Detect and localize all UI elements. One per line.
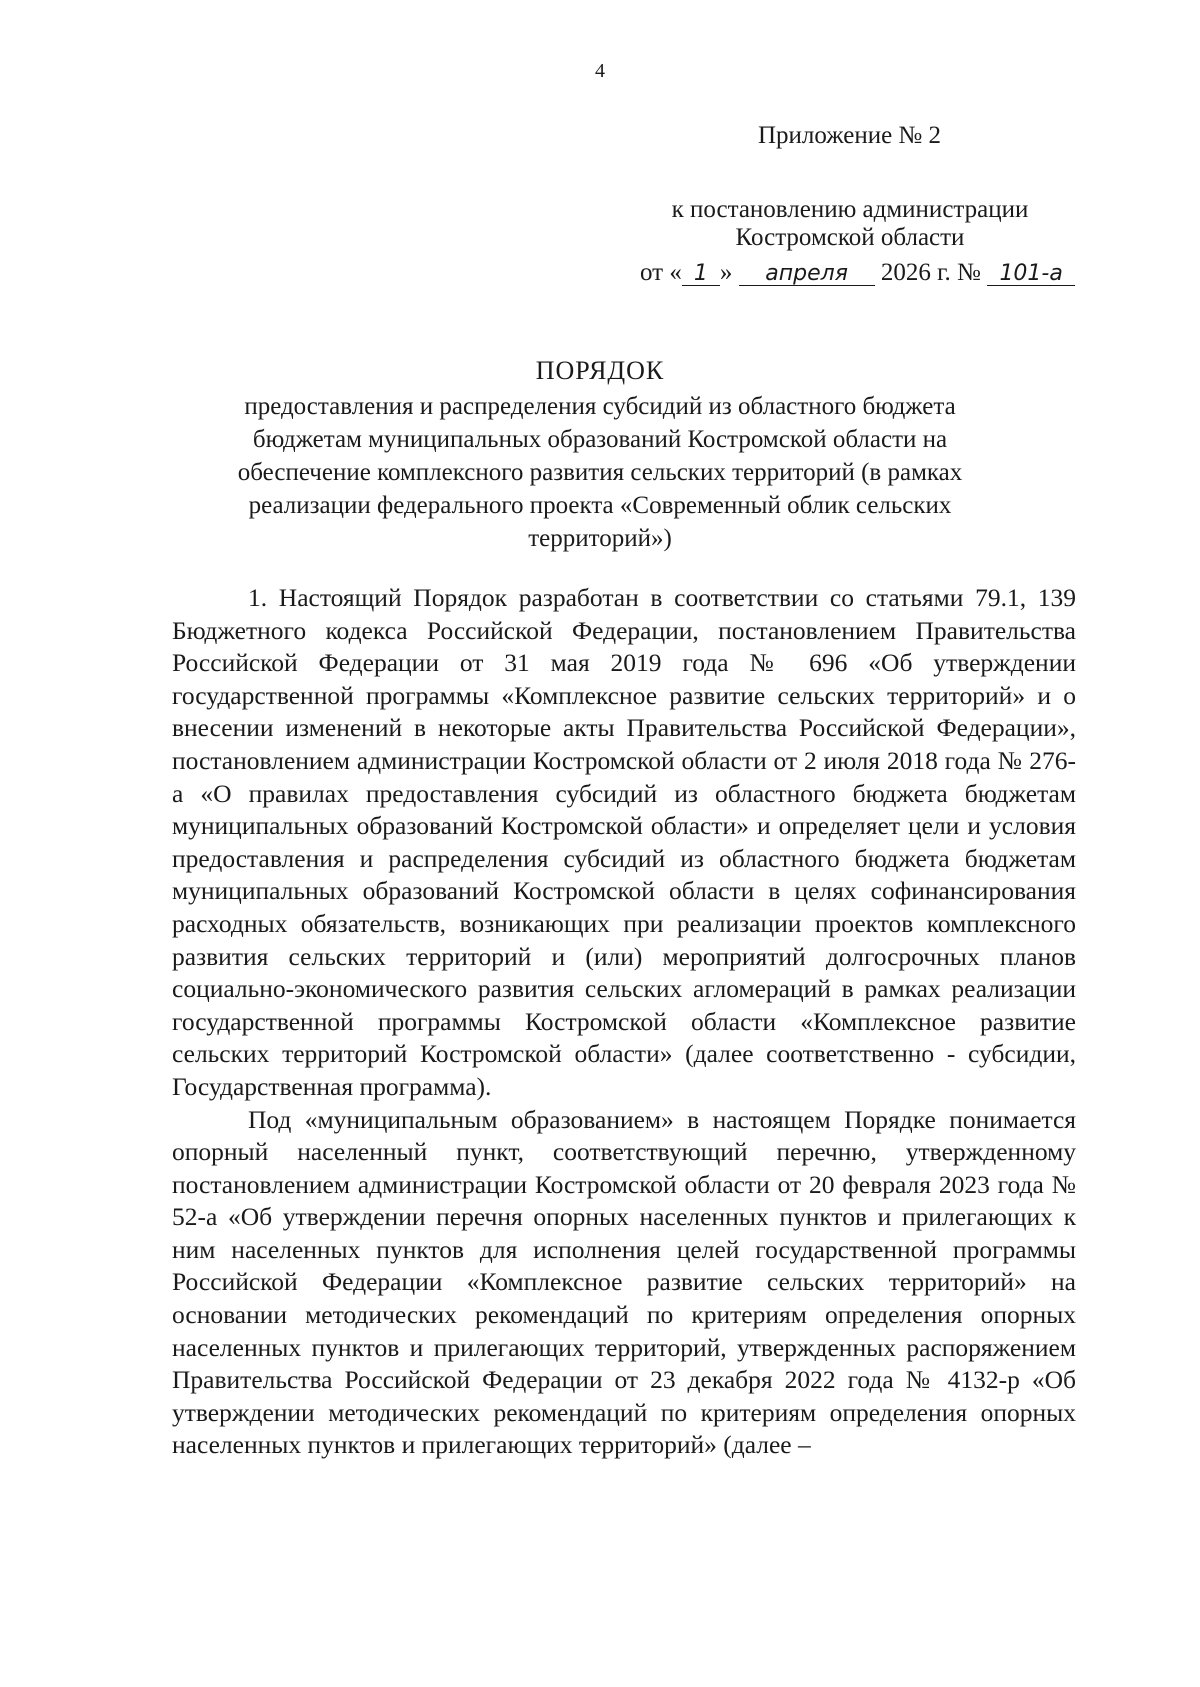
- handwritten-month: апреля: [739, 263, 875, 286]
- decree-reference: [640, 196, 1060, 252]
- document-subtitle: предоставления и распределения субсидий из областного бюджета бюджетам муниципальных образований Костромской области на обеспечение комплексного развития сельских территорий (в рамках реализации федерального проекта «Современный облик сельских территорий»): [237, 393, 963, 552]
- paragraph-2: Под «муниципальным образованием» в настоящем Порядке понимается опорный населенный пункт, соответствующий перечню, утвержденному постановлением администрации Костромской области от 20 февраля 2023 года № 52-а «Об утверждении перечня опорных населенных пунктов и прилегающих к ним населенных пунктов для исполнения целей государственной программы Российской Федерации «Комплексное развитие сельских территорий» на основании методических рекомендаций по критериям определения опорных населенных пунктов и прилегающих территорий, утвержденных распоряжением Правительства Российской Федерации от 23 декабря 2022 года № 4132-р «Об утверждении методических рекомендаций по критериям определения опорных населенных пунктов и прилегающих территорий» (далее –: [172, 1104, 1076, 1460]
- date-mid: »: [719, 259, 733, 286]
- page-number: 4: [595, 60, 605, 82]
- decree-date-line: [640, 258, 1120, 288]
- paragraph-1: 1. Настоящий Порядок разработан в соответствии со статьями 79.1, 139 Бюджетного кодекса Российской Федерации, постановлением Правительства Российской Федерации от 31 мая 2019 года № 696 «Об утверждении государственной программы «Комплексное развитие сельских территорий» и о внесении изменений в некоторые акты Правительства Российской Федерации», постановлением администрации Костромской области от 2 июля 2018 года № 276-а «О правилах предоставления субсидий из областного бюджета бюджетам муниципальных образований Костромской области» и определяет цели и условия предоставления и распределения субсидий из областного бюджета бюджетам муниципальных образований Костромской области в целях софинансирования расходных обязательств, возникающих при реализации проектов комплексного развития сельских территорий и (или) мероприятий долгосрочных планов социально-экономического развития сельских агломераций в рамках реализации государственной программы Костромской области «Комплексное развитие сельских территорий Костромской области» (далее соответственно - субсидии, Государственная программа).: [172, 583, 1076, 1101]
- handwritten-day: 1: [682, 263, 720, 286]
- date-prefix: от «: [640, 259, 682, 286]
- document-title: ПОРЯДОК: [535, 356, 665, 385]
- decree-line-1: к постановлению администрации: [671, 196, 1029, 223]
- annex-label: Приложение № 2: [758, 122, 942, 149]
- handwritten-decree-number: 101-а: [987, 263, 1075, 286]
- date-year: 2026 г. №: [880, 259, 981, 286]
- document-body: [172, 582, 1076, 1462]
- decree-line-2: Костромской области: [735, 224, 965, 251]
